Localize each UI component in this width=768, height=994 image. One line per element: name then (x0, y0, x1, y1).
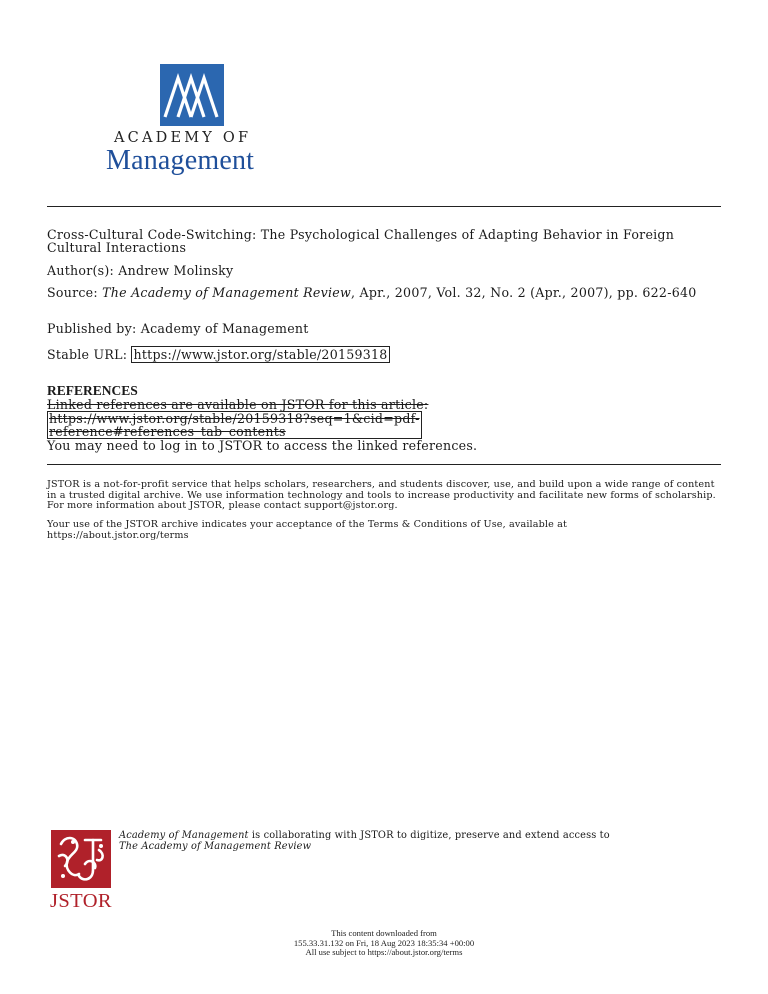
jstor-logo (50, 830, 114, 914)
collab-publisher: Academy of Management (119, 830, 249, 841)
source-detail: , Apr., 2007, Vol. 32, No. 2 (Apr., 2007), pp. 622-640 (350, 285, 697, 300)
references-link-line1: https://www.jstor.org/stable/20159318?seq=1&cid=pdf- (49, 411, 420, 426)
article-title: Cross-Cultural Code-Switching: The Psychological Challenges of Adapting Behavior in Foreign Cultural Interactions (47, 227, 675, 255)
references-link[interactable] (47, 411, 727, 439)
footer-line1: This content downloaded from (331, 928, 437, 938)
source-journal: The Academy of Management Review (102, 285, 351, 300)
download-footer (184, 929, 584, 958)
source-line (47, 286, 727, 299)
publisher-name: Academy of Management (140, 321, 309, 336)
login-notice: You may need to log in to JSTOR to access the linked references. (47, 438, 478, 453)
author-line (47, 264, 727, 277)
collab-journal: The Academy of Management Review (119, 840, 312, 852)
author-label: Author(s): (47, 263, 115, 278)
footer-line3: All use subject to https://about.jstor.org/terms (305, 947, 463, 958)
source-label: Source: (47, 285, 98, 300)
collab-middle: is collaborating with JSTOR to digitize, preserve and extend access to (248, 830, 610, 841)
collaboration-statement (119, 831, 719, 852)
stable-url-label: Stable URL: (47, 347, 128, 362)
jstor-seal-icon (51, 830, 111, 888)
academy-of-management-logo (104, 64, 284, 180)
references-available-text: Linked references are available on JSTOR for this article: (47, 397, 429, 412)
publisher-line (47, 322, 727, 335)
stable-url-link[interactable]: https://www.jstor.org/stable/20159318 (133, 347, 388, 362)
aom-mountain-icon (160, 64, 224, 126)
terms-paragraph: Your use of the JSTOR archive indicates your acceptance of the Terms & Conditions of Use, available at https://about.jstor.org/terms (47, 519, 568, 541)
top-divider (47, 206, 721, 207)
jstor-about-paragraph: JSTOR is a not-for-profit service that helps scholars, researchers, and students discover, use, and build upon a wide range of content in a trusted digital archive. We use information technology and tools to increase productivity and facilitate new forms of scholarship. For more information about JSTOR, please contact support@jstor.org. (47, 479, 716, 511)
publisher-label: Published by: (47, 321, 137, 336)
references-link-line2: reference#references_tab_contents (49, 424, 286, 439)
logo-text-management: Management (106, 145, 255, 176)
author-name: Andrew Molinsky (118, 263, 234, 278)
logo-text-academy-of: ACADEMY OF (114, 130, 252, 146)
references-heading: REFERENCES (47, 383, 138, 398)
footer-line2: 155.33.31.132 on Fri, 18 Aug 2023 18:35:34 +00:00 (293, 937, 475, 948)
jstor-wordmark: JSTOR (50, 890, 113, 912)
middle-divider (47, 464, 721, 465)
stable-url-line (47, 348, 727, 361)
